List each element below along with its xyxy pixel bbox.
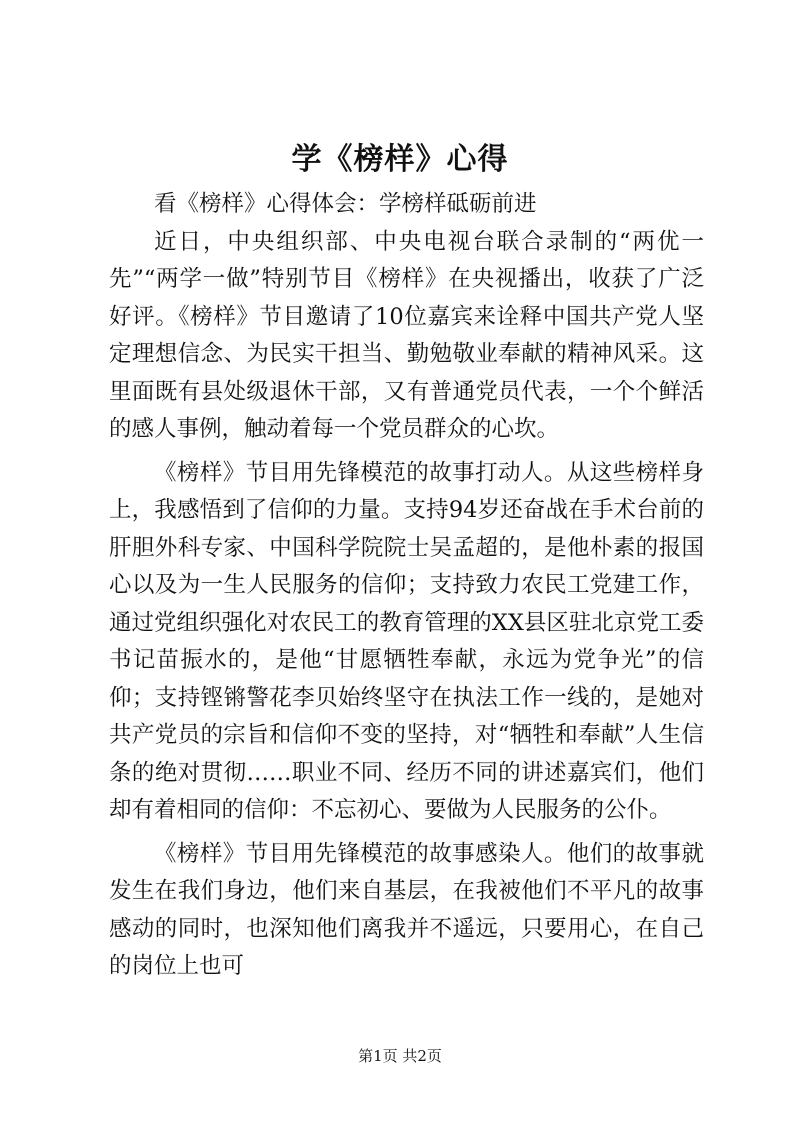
document-title: 学《榜样》心得 [291, 142, 509, 177]
document-body [109, 186, 704, 986]
page-footer: 第1页 共2页 [358, 1047, 442, 1065]
body-paragraph: 近日，中央组织部、中央电视台联合录制的“两优一先”“两学一做”特别节目《榜样》在央视播出，收获了广泛好评。《榜样》节目邀请了10位嘉宾来诠释中国共产党人坚定理想信念、为民实干担当、勤勉敬业奉献的精神风采。这里面既有县处级退休干部，又有普通党员代表，一个个鲜活的感人事例，触动着每一个党员群众的心坎。 [109, 228, 704, 442]
body-paragraph: 《榜样》节目用先锋模范的故事感染人。他们的故事就发生在我们身边，他们来自基层，在我被他们不平凡的故事感动的同时，也深知他们离我并不遥远，只要用心，在自己的岗位上也可 [109, 840, 704, 979]
body-paragraph: 《榜样》节目用先锋模范的故事打动人。从这些榜样身上，我感悟到了信仰的力量。支持94岁还奋战在手术台前的肝胆外科专家、中国科学院院士吴孟超的，是他朴素的报国心以及为一生人民服务的信仰；支持致力农民工党建工作，通过党组织强化对农民工的教育管理的XX县区驻北京党工委书记苗振水的，是他“甘愿牺牲奉献，永远为党争光”的信仰；支持铿锵警花李贝始终坚守在执法工作一线的，是她对共产党员的宗旨和信仰不变的坚持，对“牺牲和奉献”人生信条的绝对贯彻……职业不同、经历不同的讲述嘉宾们，他们却有着相同的信仰：不忘初心、要做为人民服务的公仆。 [109, 459, 704, 823]
subtitle-paragraph: 看《榜样》心得体会：学榜样砥砺前进 [154, 191, 537, 217]
